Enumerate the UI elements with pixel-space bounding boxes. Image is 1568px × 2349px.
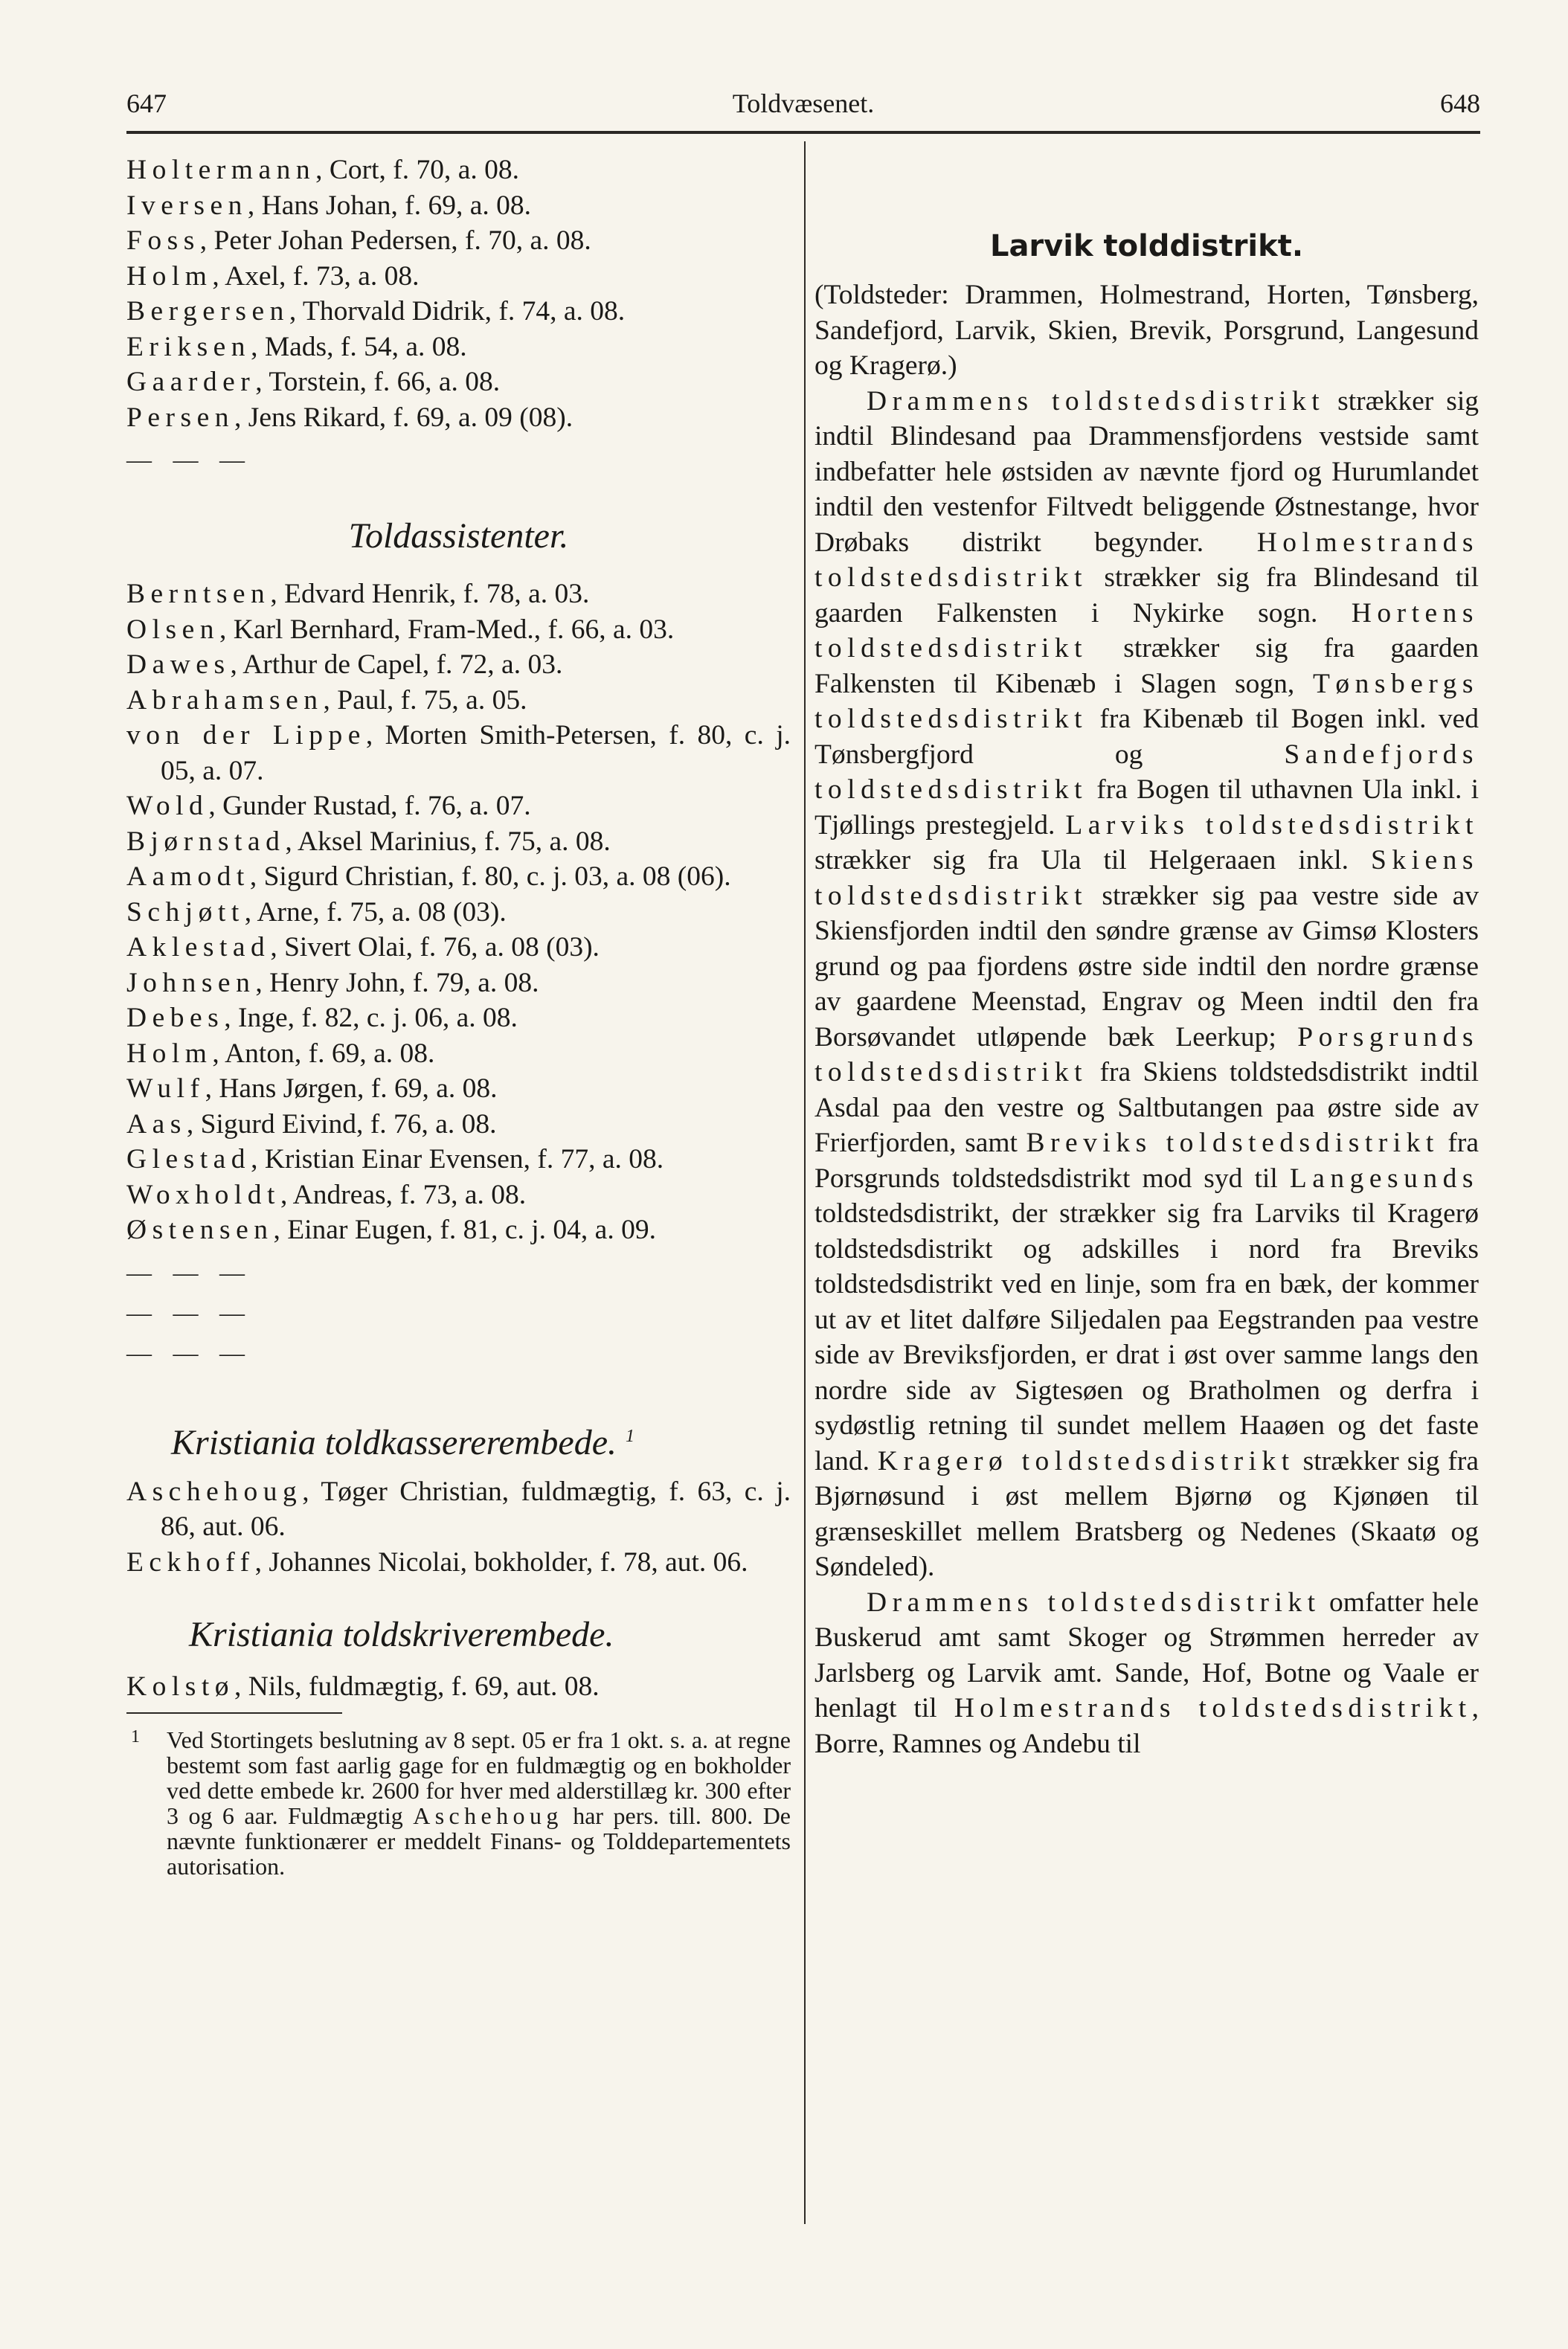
entry-details: , Hans Jørgen, f. 69, a. 08. [205,1073,498,1104]
district-name: Langesunds [1289,1163,1479,1194]
entry-details: , Johannes Nicolai, bokholder, f. 78, aut. 06. [254,1546,748,1578]
list-item [126,576,791,612]
entry-details: , Sigurd Christian, f. 80, c. j. 03, a. 08 (06). [249,861,731,892]
separator-dashes: — — — [126,446,252,474]
header-rule [126,131,1480,134]
toldsteder-paragraph: (Toldsteder: Drammen, Holmestrand, Horten, Tønsberg, Sandefjord, Larvik, Skien, Brevik, Porsgrund, Langesund og Kragerø.) [814,280,1479,381]
list-item [126,1212,791,1248]
footnote-marker: 1 [131,1726,140,1747]
section-heading-larvik: Larvik tolddistrikt. [989,229,1304,263]
entry-details: , Jens Rikard, f. 69, a. 09 (08). [234,402,573,433]
list-item [126,612,791,648]
entry-details: , Thorvald Didrik, f. 74, a. 08. [289,296,626,327]
entry-name: Kolstø [126,1671,235,1702]
district-name: Skiens toldstedsdistrikt [814,845,1479,911]
district-name: Kragerø toldstedsdistrikt [877,1445,1295,1476]
district-text: strækker sig fra gaarden Falkensten til Kibenæb i Slagen sogn, [814,633,1479,699]
district-name: Hortens toldstedsdistrikt [814,597,1479,663]
entry-details: , Henry John, f. 79, a. 08. [255,967,539,998]
district-text: fra Kibenæb til Bogen inkl. ved Tønsbergfjord og [814,704,1479,770]
entry-name: Persen [126,402,234,433]
list-item [126,1036,791,1072]
list-item [126,647,791,683]
entry-name: Gaarder [126,367,256,397]
entry-details: , Edvard Henrik, f. 78, a. 03. [270,579,590,609]
district-name: Tønsbergs toldstedsdistrikt [814,668,1479,734]
entry-details: , Torstein, f. 66, a. 08. [255,367,501,397]
district-name: Drammens toldstedsdistrikt [867,385,1326,417]
entry-name: Eriksen [126,331,251,362]
entry-name: Woxholdt [126,1179,280,1210]
entry-details: , Arthur de Capel, f. 72, a. 03. [230,649,563,680]
entry-details: , Gunder Rustad, f. 76, a. 07. [208,791,531,821]
entry-details: , Aksel Marinius, f. 75, a. 08. [285,826,611,857]
section-heading-toldassistenter: Toldassistenter. [348,516,569,556]
entry-details: , Kristian Einar Evensen, f. 77, a. 08. [251,1144,664,1174]
footnote-text-post: har pers. till. 800. De nævnte funktionærer er meddelt Finans- og Tolddepartementets autorisation. [167,1802,791,1880]
district-text: strækker sig fra Ula til Helgeraaen inkl. [814,845,1371,875]
entry-name: Holtermann [126,155,316,185]
entry-details: , Hans Johan, f. 69, a. 08. [247,190,532,221]
district-text: , Borre, Ramnes og Andebu til [814,1693,1479,1759]
entry-name: Bergersen [126,296,289,327]
entry-details: , Morten Smith-Petersen, f. 80, c. j. 05, a. 07. [161,720,791,786]
list-item [126,683,791,719]
list-item [126,400,791,436]
district-text: toldstedsdistrikt, der strækker sig fra Larviks til Kragerø toldstedsdistrikt og adskilles i nord fra Breviks toldstedsdistrikt ved en linje, som fra en bæk, der kommer ut av et litet dalføre Siljedalen paa Eegstranden paa vestre side av Breviksfjorden, er drat i øst over samme langs den nordre side av Sigtesøen og Bratholmen og derfra i sydøstlig retning til sundet mellem Haaøen og det faste land. [814,1198,1479,1476]
entry-name: Olsen [126,614,219,645]
entry-details: , Anton, f. 69, a. 08. [212,1038,435,1069]
entry-details: , Inge, f. 82, c. j. 06, a. 08. [224,1003,518,1033]
district-name: Holmestrands toldstedsdistrikt [814,527,1479,593]
entry-name: Foss [126,225,200,256]
list-item [126,152,791,188]
official-list [126,152,791,435]
entry-name: Wold [126,791,209,821]
list-item [126,330,791,365]
separator-dashes: — — — [126,1339,252,1367]
entry-name: Aas [126,1108,187,1140]
entry-details: , Einar Eugen, f. 81, c. j. 04, a. 09. [273,1215,656,1245]
column-divider [804,141,806,2224]
entry-name: Schjøtt [126,896,245,928]
list-item [126,259,791,295]
district-text: strækker sig fra Bjørnøsund i øst mellem Bjørnø og Kjønøen til grænseskillet mellem Bratsberg og Nedenes (Skaatø og Søndeled). [814,1445,1479,1582]
entry-name: Aamodt [126,861,250,892]
entry-details: , Andreas, f. 73, a. 08. [280,1179,527,1210]
entry-name: Aklestad [126,932,271,963]
kasserer-heading-text: Kristiania toldkassererembede. [171,1422,617,1462]
running-title: Toldvæsenet. [732,89,875,118]
list-item [126,1669,791,1705]
district-text: omfatter hele Buskerud amt samt Skoger og Strømmen herreder av Jarlsberg og Larvik amt. Sande, Hof, Botne og Vaale er henlagt til [814,1587,1479,1723]
entry-name: Iversen [126,190,248,221]
list-item [126,718,791,788]
entry-details: , Arne, f. 75, a. 08 (03). [244,896,507,928]
entry-name: Johnsen [126,967,256,998]
district-name: Holmestrands toldstedsdistrikt [954,1693,1472,1723]
entry-details: , Mads, f. 54, a. 08. [251,331,467,362]
right-column [814,152,1479,1761]
entry-details: , Paul, f. 75, a. 05. [323,684,527,716]
list-item [126,859,791,895]
section-heading-kasserer [126,1421,791,1465]
entry-name: Wulf [126,1073,205,1104]
entry-name: Abrahamsen [126,684,324,716]
entry-name: Berntsen [126,579,271,609]
district-text: fra Bogen til uthavnen Ula inkl. i Tjøllings prestegjeld. [814,774,1479,841]
footnote-rule [126,1712,342,1714]
list-item [126,188,791,224]
entry-details: , Axel, f. 73, a. 08. [212,260,420,292]
entry-name: Eckhoff [126,1546,255,1578]
district-text: fra Porsgrunds toldstedsdistrikt mod syd til [814,1128,1479,1194]
list-item [126,965,791,1001]
district-name: Porsgrunds toldstedsdistrikt [814,1021,1479,1087]
section-heading-skriver: Kristiania toldskriverembede. [189,1615,614,1654]
entry-name: Holm [126,1038,213,1069]
entry-name: Dawes [126,649,231,680]
district-name: Larviks toldstedsdistrikt [1065,809,1479,841]
separator-dashes: — — — [126,1259,252,1287]
list-item [126,1545,791,1581]
list-item [126,1071,791,1107]
district-text: fra Skiens toldstedsdistrikt indtil Asdal paa den vestre og Saltbutangen paa østre side av Frierfjorden, samt [814,1057,1479,1158]
entry-details: , Tøger Christian, fuldmægtig, f. 63, c. j. 86, aut. 06. [161,1476,791,1542]
district-text: strækker sig indtil Blindesand paa Drammensfjordens vestside samt indbefatter hele østsiden av nævnte fjord og Hurumlandet indtil den vestenfor Filtvedt beliggende Østnestange, hvor Drøbaks distrikt begynder. [814,385,1479,558]
entry-name: Bjørnstad [126,826,286,857]
kasserer-list [126,1474,791,1581]
list-item [126,294,791,330]
footnote-ref: 1 [626,1426,635,1446]
left-column [126,152,791,1879]
separator-dashes: — — — [126,1299,252,1327]
entry-name: von der Lippe [126,720,366,751]
list-item [126,824,791,860]
footnote [126,1727,791,1879]
list-item [126,1177,791,1213]
list-item [126,930,791,965]
page-header [126,88,1480,132]
page-number-right: 648 [1440,89,1480,118]
district-name: Drammens toldstedsdistrikt [867,1587,1321,1618]
entry-name: Aschehoug [126,1476,303,1507]
skriver-list [126,1669,791,1705]
district-paragraph-1 [814,384,1479,1585]
list-item [126,1142,791,1177]
list-item [126,364,791,400]
district-text: strækker sig fra Blindesand til gaarden Falkensten i Nykirke sogn. [814,562,1479,629]
entry-name: Østensen [126,1215,274,1245]
list-item [126,788,791,824]
entry-name: Glestad [126,1144,251,1174]
list-item [126,223,791,259]
list-item [126,1474,791,1545]
district-paragraph-2 [814,1585,1479,1762]
entry-details: , Sigurd Eivind, f. 76, a. 08. [186,1108,497,1140]
toldassistenter-list [126,576,791,1248]
list-item [126,895,791,931]
page-number-left: 647 [126,89,167,118]
entry-details: , Nils, fuldmægtig, f. 69, aut. 08. [234,1671,600,1702]
entry-details: , Cort, f. 70, a. 08. [315,155,520,185]
entry-details: , Sivert Olai, f. 76, a. 08 (03). [270,932,600,963]
entry-name: Debes [126,1003,225,1033]
entry-details: , Peter Johan Pedersen, f. 70, a. 08. [199,225,591,256]
entry-details: , Karl Bernhard, Fram-Med., f. 66, a. 03. [219,614,675,645]
list-item [126,1000,791,1036]
footnote-text-pre: Ved Stortingets beslutning av 8 sept. 05 er fra 1 okt. s. a. at regne bestemt som fast aarlig gage for en fuldmægtig og en bokholder ved dette embede kr. 2600 for hver med alderstillæg kr. 300 efter 3 og 6 aar. Fuldmægtig [167,1726,791,1829]
district-name: Sandefjords toldstedsdistrikt [814,739,1479,805]
footnote-name: Aschehoug [413,1802,563,1829]
list-item [126,1107,791,1143]
district-text: strækker sig paa vestre side av Skiensfjorden indtil den søndre grænse av Gimsø Klosters grund og paa fjordens østre side indtil den nordre grænse av gaardene Meenstad, Engrav og Meen indtil den fra Borsøvandet utløpende bæk Leerkup; [814,880,1479,1053]
district-name: Breviks toldstedsdistrikt [1026,1128,1439,1158]
entry-name: Holm [126,260,213,292]
